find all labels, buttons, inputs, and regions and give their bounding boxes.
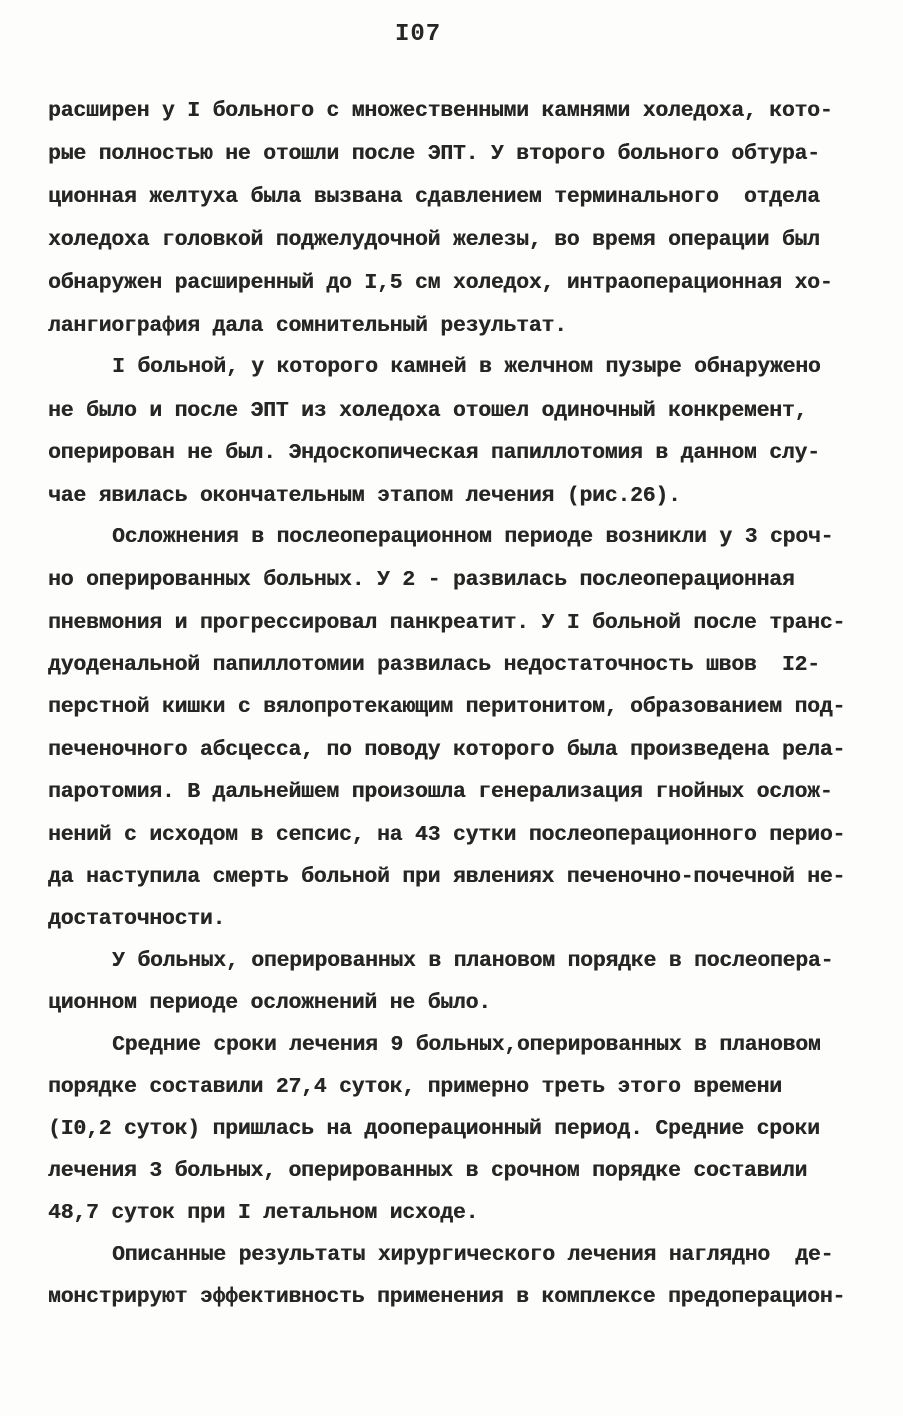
text-line: Описанные результаты хирургического лечения наглядно де-	[112, 1243, 834, 1267]
text-line: чае явилась окончательным этапом лечения (рис.26).	[48, 484, 681, 508]
text-line: I больной, у которого камней в желчном пузыре обнаружено	[112, 355, 821, 379]
text-line: да наступила смерть больной при явлениях печеночно-почечной не-	[48, 865, 846, 889]
text-line: паротомия. В дальнейшем произошла генерализация гнойных ослож-	[48, 780, 833, 804]
text-line: дуоденальной папиллотомии развилась недостаточность швов I2-	[48, 653, 820, 677]
text-line: печеночного абсцесса, по поводу которого была произведена рела-	[48, 738, 846, 762]
text-line: нений с исходом в сепсис, на 43 сутки послеоперационного перио-	[48, 823, 846, 847]
text-line: У больных, оперированных в плановом порядке в послеопера-	[112, 949, 834, 973]
text-line: но оперированных больных. У 2 - развилась послеоперационная	[48, 568, 795, 592]
text-line: Средние сроки лечения 9 больных,оперированных в плановом	[112, 1033, 821, 1057]
text-line: перстной кишки с вялопротекающим перитонитом, образованием под-	[48, 695, 846, 719]
text-line: (I0,2 суток) пришлась на дооперационный период. Средние сроки	[48, 1117, 820, 1141]
text-line: лангиография дала сомнительный результат.	[48, 314, 567, 338]
text-line: не было и после ЭПТ из холедоха отошел одиночный конкремент,	[48, 399, 808, 423]
text-line: оперирован не был. Эндоскопическая папиллотомия в данном слу-	[48, 441, 820, 465]
text-line: порядке составили 27,4 суток, примерно треть этого времени	[48, 1075, 782, 1099]
text-line: ционном периоде осложнений не было.	[48, 991, 491, 1015]
text-line: 48,7 суток при I летальном исходе.	[48, 1201, 479, 1225]
text-line: пневмония и прогрессировал панкреатит. У I больной после транс-	[48, 611, 846, 635]
text-line: лечения 3 больных, оперированных в срочном порядке составили	[48, 1159, 808, 1183]
text-line: ционная желтуха была вызвана сдавлением терминального отдела	[48, 185, 820, 209]
text-line: обнаружен расширенный до I,5 см холедох, интраоперационная хо-	[48, 271, 833, 295]
text-line: монстрируют эффективность применения в комплексе предоперацион-	[48, 1285, 846, 1309]
text-line: рые полностью не отошли после ЭПТ. У второго больного обтура-	[48, 142, 820, 166]
text-line: достаточности.	[48, 907, 226, 931]
page-number: I07	[395, 21, 442, 48]
text-line: холедоха головкой поджелудочной железы, во время операции был	[48, 228, 820, 252]
text-line: расширен у I больного с множественными камнями холедоха, кото-	[48, 99, 833, 123]
text-line: Осложнения в послеоперационном периоде возникли у 3 сроч-	[112, 525, 834, 549]
